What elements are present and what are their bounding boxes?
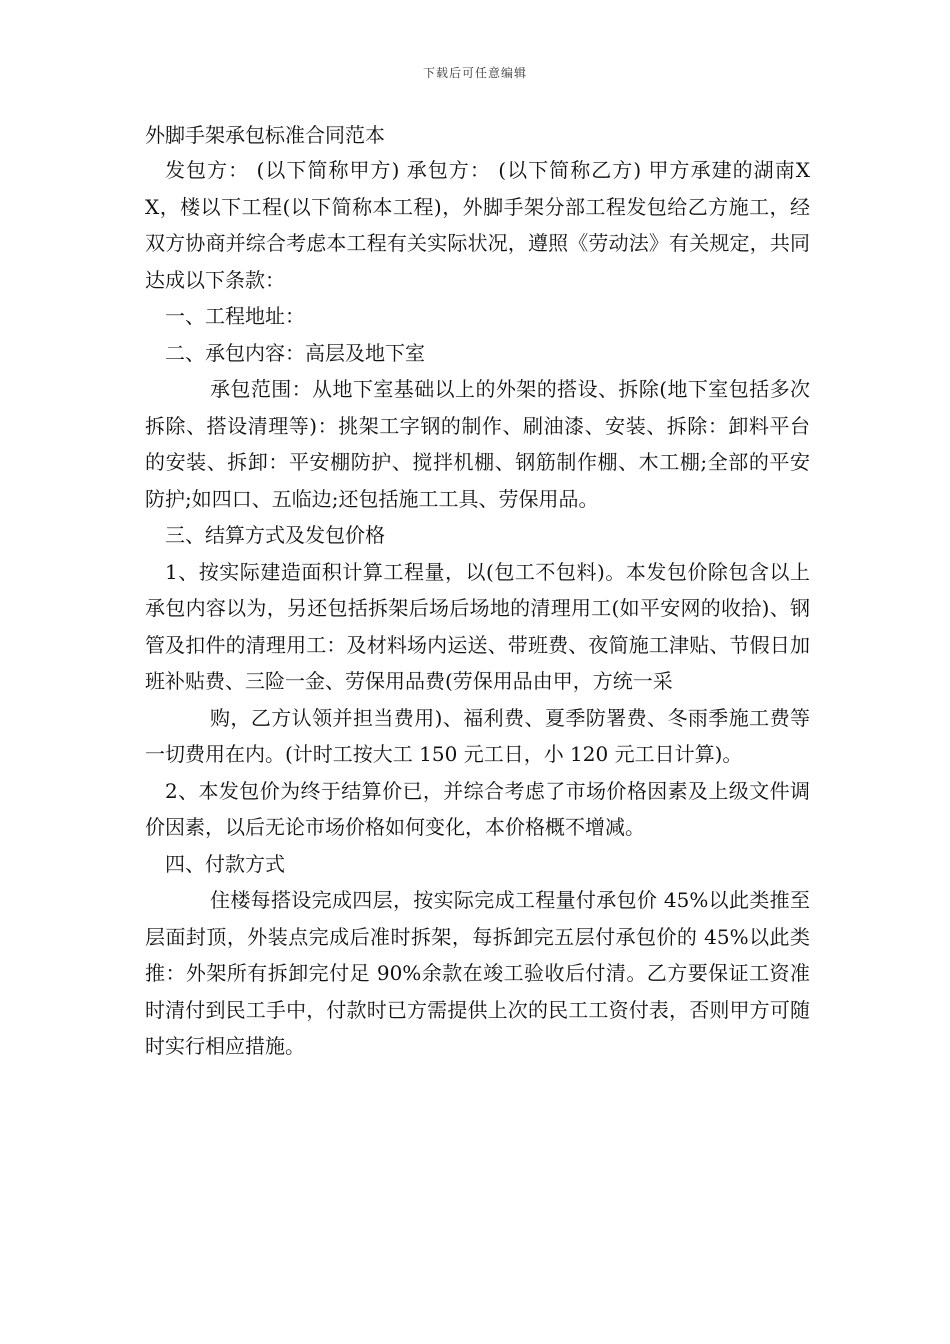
paragraph-clause-1-cont: 购，乙方认领并担当费用)、福利费、夏季防署费、冬雨季施工费等一切费用在内。(计时工按大工 150 元工日，小 120 元工日计算)。 — [145, 705, 810, 766]
section-4-heading: 四、付款方式 — [165, 851, 285, 876]
section-3-heading: 三、结算方式及发包价格 — [165, 523, 385, 547]
section-1-heading: 一、工程地址： — [165, 304, 305, 328]
document-body — [145, 118, 810, 1065]
document-title: 外脚手架承包标准合同范本 — [145, 123, 385, 147]
paragraph-scope: 承包范围：从地下室基础以上的外架的搭设、拆除(地下室包括多次拆除、搭设清理等)：挑架工字钢的制作、刷油漆、安装、拆除：卸料平台的安装、拆卸：平安棚防护、搅拌机棚、钢筋制作棚、木工棚;全部的平安防护;如四口、五临边;还包括施工工具、劳保用品。 — [145, 377, 810, 511]
paragraph-clause-2: 2、本发包价为终于结算价已，并综合考虑了市场价格因素及上级文件调价因素，以后无论市场价格如何变化，本价格概不增减。 — [145, 778, 810, 839]
page-header-note: 下载后可任意编辑 — [422, 66, 527, 80]
paragraph-clause-1: 1、按实际建造面积计算工程量，以(包工不包料)。本发包价除包含以上承包内容以为，另还包括拆架后场后场地的清理用工(如平安网的收拾)、钢管及扣件的清理用工：及材料场内运送、带班费、夜简施工津贴、节假日加班补贴费、三险一金、劳保用品费(劳保用品由甲，方统一采 — [145, 559, 810, 693]
paragraph-payment: 住楼每搭设完成四层，按实际完成工程量付承包价 45%以此类推至层面封顶，外装点完成后准时拆架，每拆卸完五层付承包价的 45%以此类推：外架所有拆卸完付足 90%余款在竣工验收后付清。乙方要保证工资准时清付到民工手中，付款时已方需提供上次的民工工资付表，否则甲方可随时实行相应措施。 — [145, 888, 810, 1058]
paragraph-parties: 发包方： (以下简称甲方) 承包方： (以下简称乙方) 甲方承建的湖南XX，楼以下工程(以下简称本工程)，外脚手架分部工程发包给乙方施工，经双方协商并综合考虑本工程有关实际状况，遵照《劳动法》有关规定，共同达成以下条款： — [145, 158, 810, 292]
section-2-heading: 二、承包内容：高层及地下室 — [165, 340, 425, 365]
